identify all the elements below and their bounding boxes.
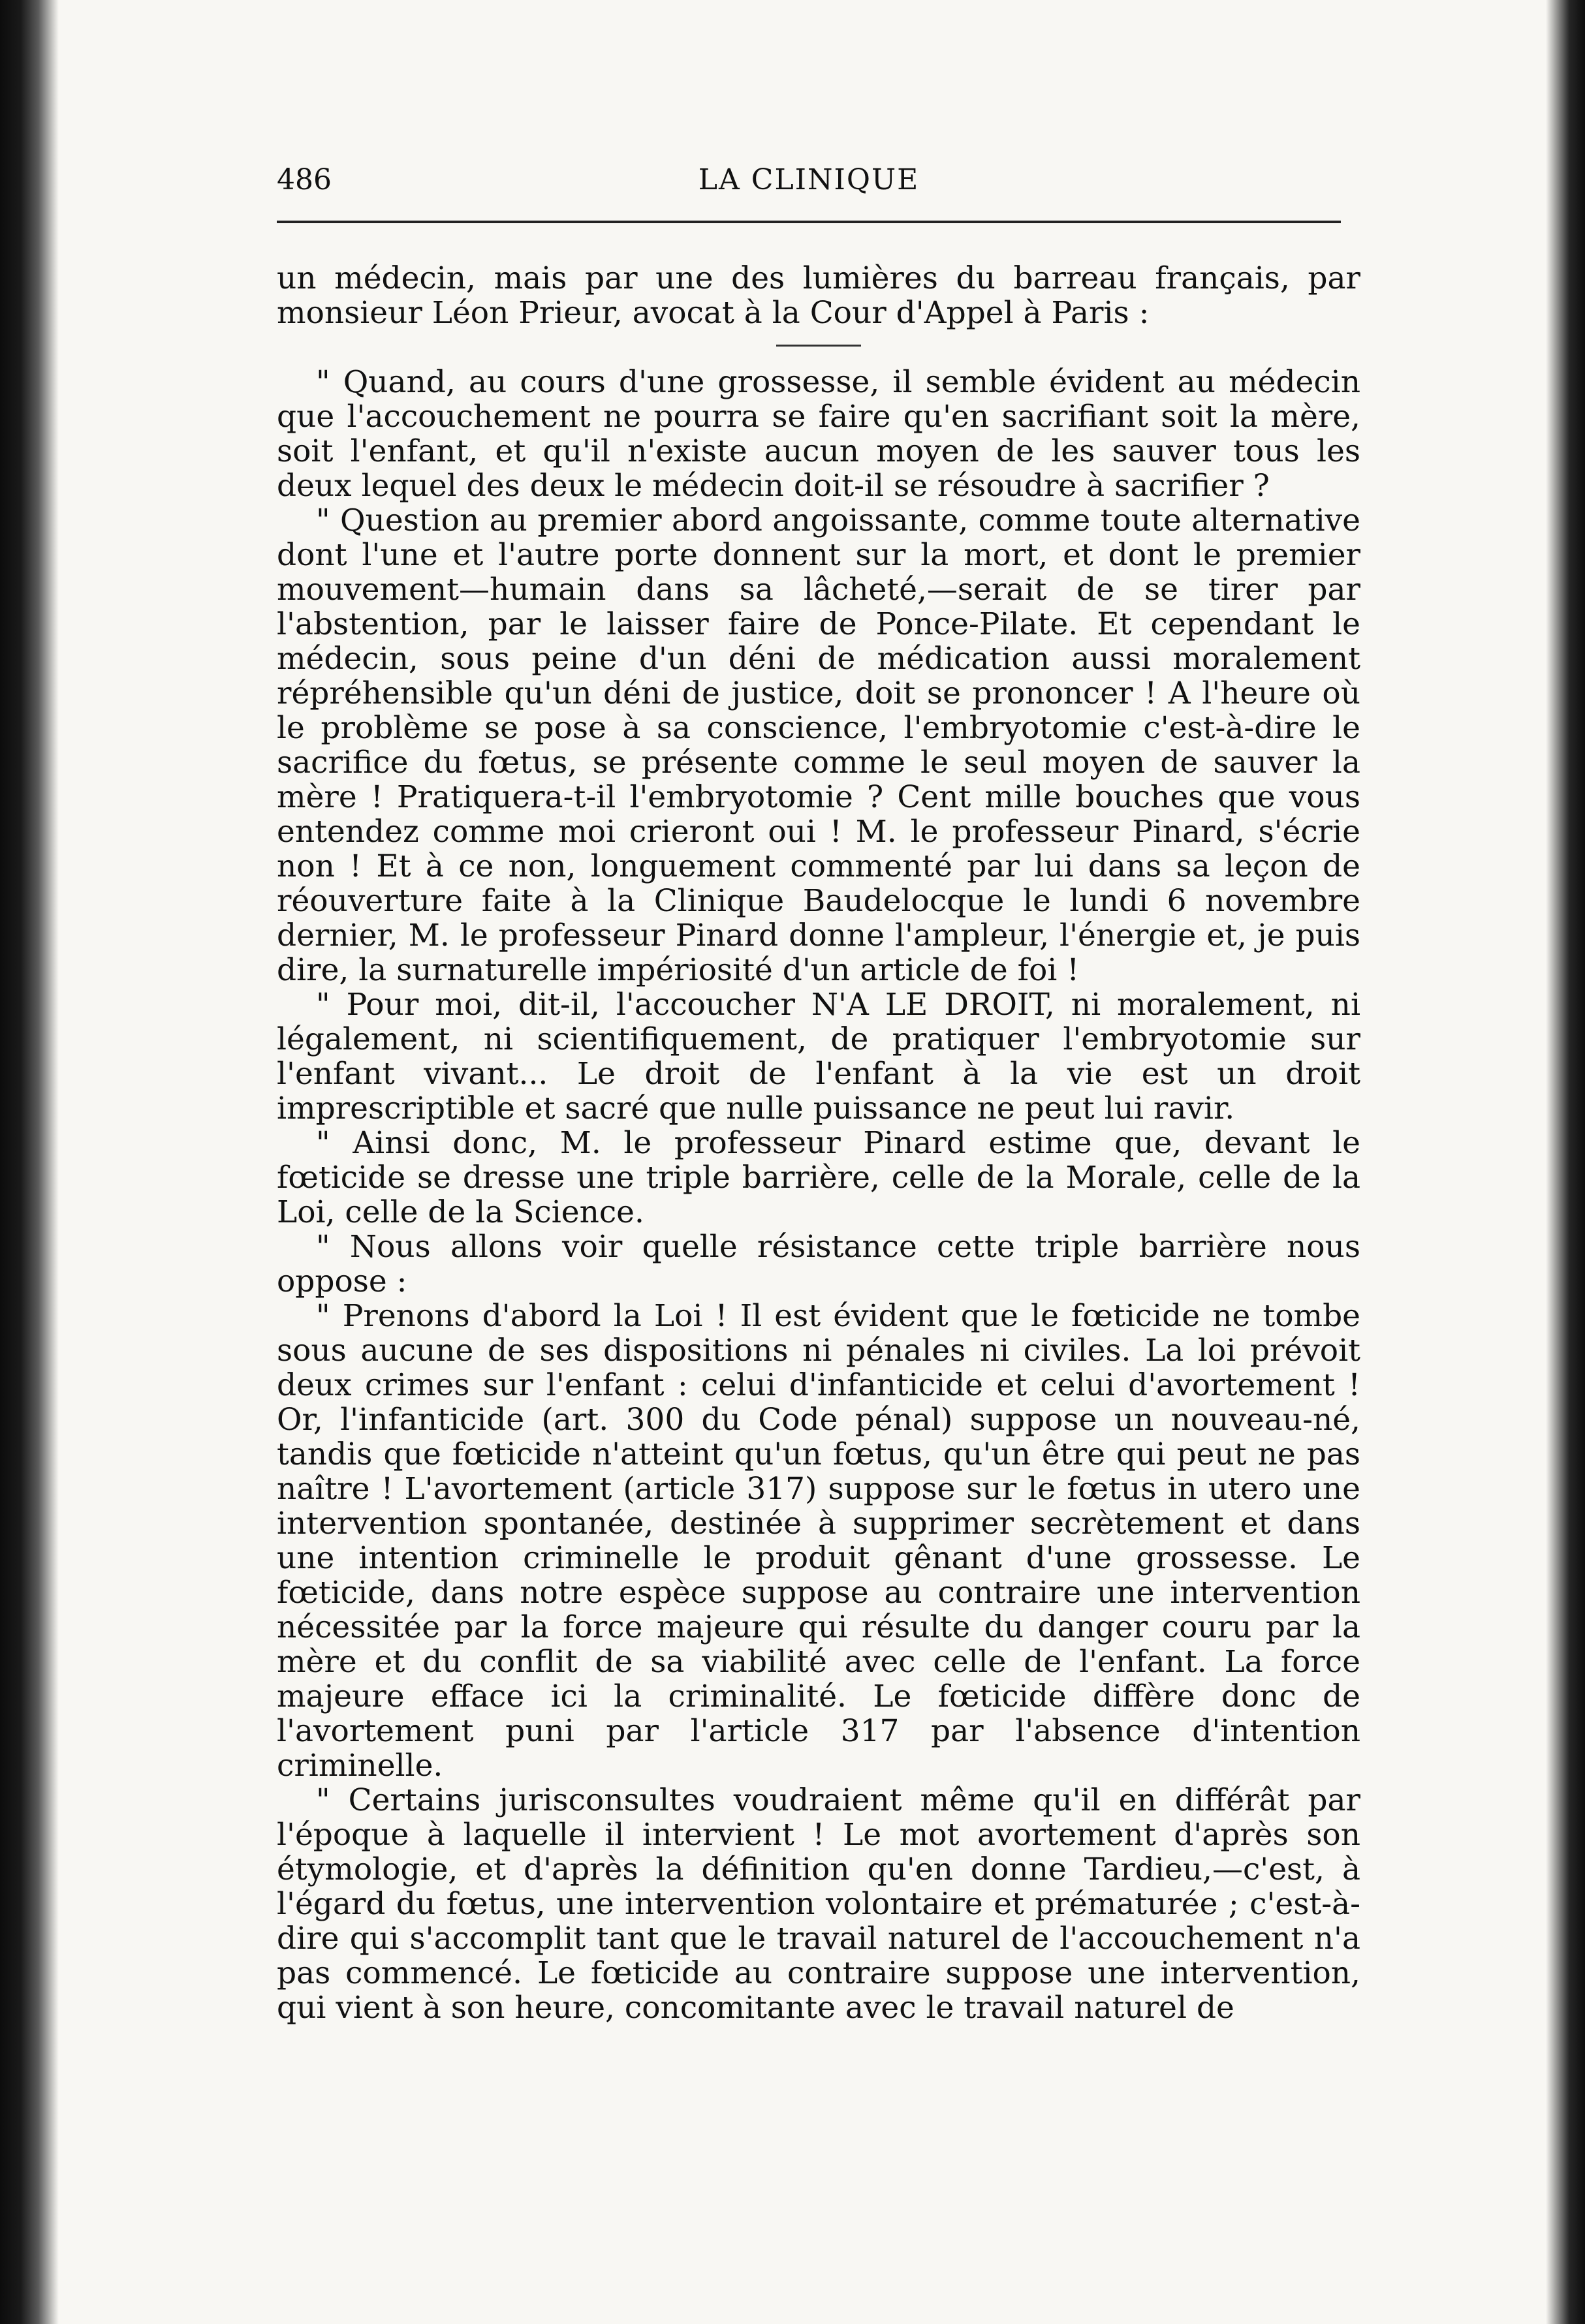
scan-edge-left [0, 0, 59, 2324]
scan-edge-right [1546, 0, 1585, 2324]
page-header [277, 163, 1341, 209]
paragraph: " Question au premier abord angoissante, comme toute alternative dont l'une et l'autre porte donnent sur la mort, et dont le premier mouvement—humain dans sa lâcheté,—serait de se tirer par l'abstention, par le laisser faire de Ponce-Pilate. Et cependant le médecin, sous peine d'un déni de médication aussi moralement répréhensible qu'un déni de justice, doit se prononcer ! A l'heure où le problème se pose à sa conscience, l'embryotomie c'est-à-dire le sacrifice du fœtus, se présente comme le seul moyen de sauver la mère ! Pratiquera-t-il l'embryotomie ? Cent mille bouches que vous entendez comme moi crieront oui ! M. le professeur Pinard, s'écrie non ! Et à ce non, longuement commenté par lui dans sa leçon de réouverture faite à la Clinique Baudelocque le lundi 6 novembre dernier, M. le professeur Pinard donne l'ampleur, l'énergie et, je puis dire, la surnaturelle impériosité d'un article de foi ! [277, 503, 1360, 988]
paragraph: " Ainsi donc, M. le professeur Pinard estime que, devant le fœticide se dresse une triple barrière, celle de la Morale, celle de la Loi, celle de la Science. [277, 1125, 1360, 1230]
section-divider [776, 345, 861, 347]
paragraph: " Prenons d'abord la Loi ! Il est évident que le fœticide ne tombe sous aucune de ses dispositions ni pénales ni civiles. La loi prévoit deux crimes sur l'enfant : celui d'infanticide et celui d'avortement ! Or, l'infanticide (art. 300 du Code pénal) suppose un nouveau-né, tandis que fœticide n'atteint qu'un fœtus, qu'un être qui peut ne pas naître ! L'avortement (article 317) suppose sur le fœtus in utero une intervention spontanée, destinée à supprimer secrètement et dans une intention criminelle le produit gênant d'une grossesse. Le fœticide, dans notre espèce suppose au contraire une intervention nécessitée par la force majeure qui résulte du danger couru par la mère et du conflit de sa viabilité avec celle de l'enfant. La force majeure efface ici la criminalité. Le fœticide diffère donc de l'avortement puni par l'article 317 par l'absence d'intention criminelle. [277, 1298, 1360, 1784]
paragraph: " Quand, au cours d'une grossesse, il semble évident au médecin que l'accouchement ne pourra se faire qu'en sacrifiant soit la mère, soit l'enfant, et qu'il n'existe aucun moyen de les sauver tous les deux lequel des deux le médecin doit-il se résoudre à sacrifier ? [277, 364, 1360, 504]
paragraph: " Pour moi, dit-il, l'accoucher N'A LE DROIT, ni moralement, ni légalement, ni scientifiquement, de pratiquer l'embryotomie sur l'enfant vivant... Le droit de l'enfant à la vie est un droit imprescriptible et sacré que nulle puissance ne peut lui ravir. [277, 987, 1360, 1126]
page-number: 486 [277, 163, 332, 196]
header-rule [277, 221, 1341, 223]
paragraph: " Certains jurisconsultes voudraient même qu'il en différât par l'époque à laquelle il intervient ! Le mot avortement d'après son étymologie, et d'après la définition qu'en donne Tardieu,—c'est, à l'égard du fœtus, une intervention volontaire et prématurée ; c'est-à-dire qui s'accomplit tant que le travail naturel de l'accouchement n'a pas commencé. Le fœticide au contraire suppose une intervention, qui vient à son heure, concomitante avec le travail naturel de [277, 1782, 1360, 2026]
paragraph: " Nous allons voir quelle résistance cette triple barrière nous oppose : [277, 1229, 1360, 1299]
body-text [277, 261, 1360, 2025]
intro-paragraph: un médecin, mais par une des lumières du barreau français, par monsieur Léon Prieur, avocat à la Cour d'Appel à Paris : [277, 260, 1360, 331]
running-title: LA CLINIQUE [698, 163, 920, 196]
